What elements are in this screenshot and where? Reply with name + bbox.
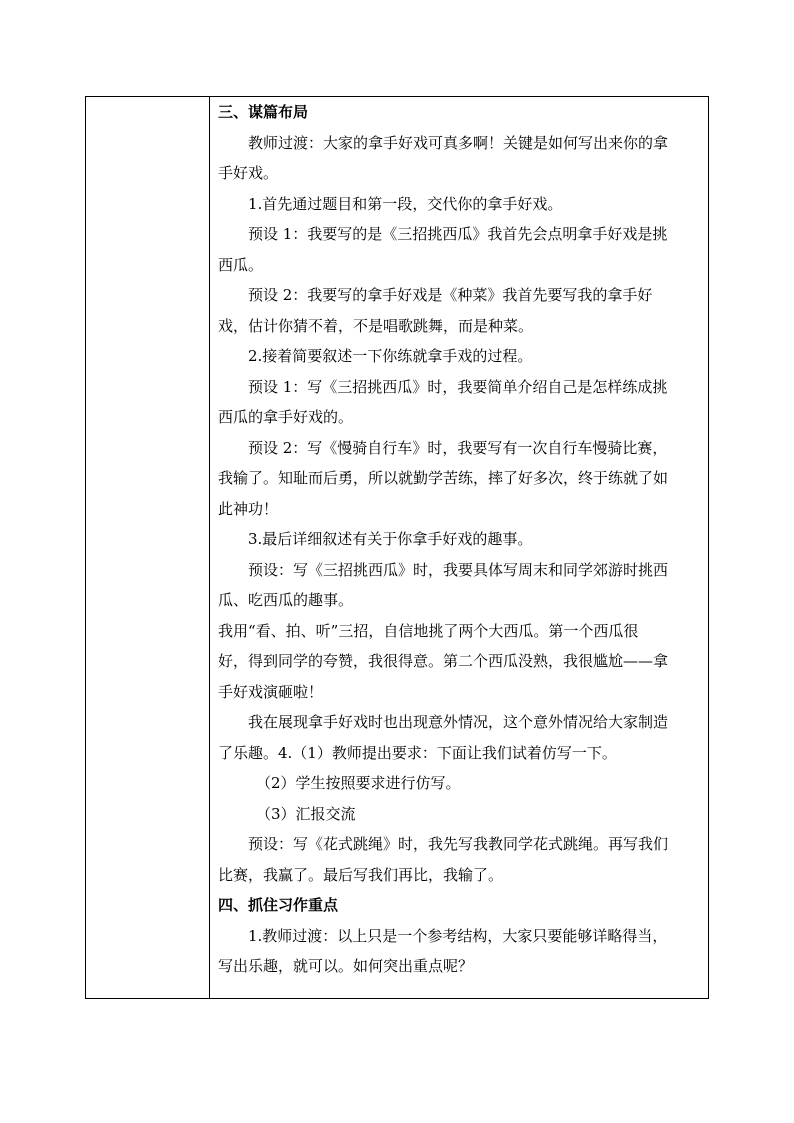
section-heading: 三、谋篇布局 xyxy=(218,103,309,121)
text-line: 1.教师过渡：以上只是一个参考结构，大家只要能够详略得当， xyxy=(248,926,668,945)
text-line: 西瓜。 xyxy=(218,255,264,274)
text-line: 戏，估计你猜不着，不是唱歌跳舞，而是种菜。 xyxy=(218,316,534,335)
text-line: 预设 1：我要写的是《三招挑西瓜》我首先会点明拿手好戏是挑 xyxy=(248,225,668,243)
lesson-plan-table xyxy=(85,96,709,999)
content-cell xyxy=(211,97,708,998)
text-line: 教师过渡：大家的拿手好戏可真多啊！关键是如何写出来你的拿 xyxy=(248,133,669,152)
text-line: 西瓜的拿手好戏的。 xyxy=(218,408,354,426)
text-line: 了乐趣。4.（1）教师提出要求：下面让我们试着仿写一下。 xyxy=(218,743,617,762)
text-line: 手好戏。 xyxy=(218,164,279,182)
text-line: 我在展现拿手好戏时也出现意外情况，这个意外情况给大家制造 xyxy=(248,713,669,731)
text-line: 我用“看、拍、听”三招，自信地挑了两个大西瓜。第一个西瓜很 xyxy=(218,621,639,640)
text-line: 预设 2：写《慢骑自行车》时，我要写有一次自行车慢骑比赛， xyxy=(248,438,668,457)
column-divider xyxy=(209,97,210,998)
section-heading: 四、抓住习作重点 xyxy=(218,896,339,914)
text-line: 瓜、吃西瓜的趣事。 xyxy=(218,591,354,609)
text-line: 此神功！ xyxy=(218,499,279,518)
text-line: 预设 1：写《三招挑西瓜》时，我要简单介绍自己是怎样练成挑 xyxy=(248,377,668,396)
text-line: 预设：写《花式跳绳》时，我先写我教同学花式跳绳。再写我们 xyxy=(248,835,669,853)
text-line: 好，得到同学的夸赞，我很得意。第二个西瓜没熟，我很尴尬——拿 xyxy=(218,652,669,670)
text-line: 预设：写《三招挑西瓜》时，我要具体写周末和同学郊游时挑西 xyxy=(248,560,669,579)
text-line: 写出乐趣，就可以。如何突出重点呢？ xyxy=(218,957,474,975)
text-line: 2.接着简要叙述一下你练就拿手戏的过程。 xyxy=(248,347,533,365)
text-line: 手好戏演砸啦！ xyxy=(218,682,324,701)
text-line: （3）汇报交流 xyxy=(256,804,356,823)
text-line: 比赛，我赢了。最后写我们再比，我输了。 xyxy=(218,865,504,884)
text-line: 预设 2：我要写的拿手好戏是《种菜》我首先要写我的拿手好 xyxy=(248,286,653,304)
text-line: 3.最后详细叙述有关于你拿手好戏的趣事。 xyxy=(248,530,533,548)
text-line: （2）学生按照要求进行仿写。 xyxy=(256,774,461,792)
text-line: 1.首先通过题目和第一段，交代你的拿手好戏。 xyxy=(248,194,563,213)
text-line: 我输了。知耻而后勇，所以就勤学苦练，摔了好多次，终于练就了如 xyxy=(218,469,669,487)
